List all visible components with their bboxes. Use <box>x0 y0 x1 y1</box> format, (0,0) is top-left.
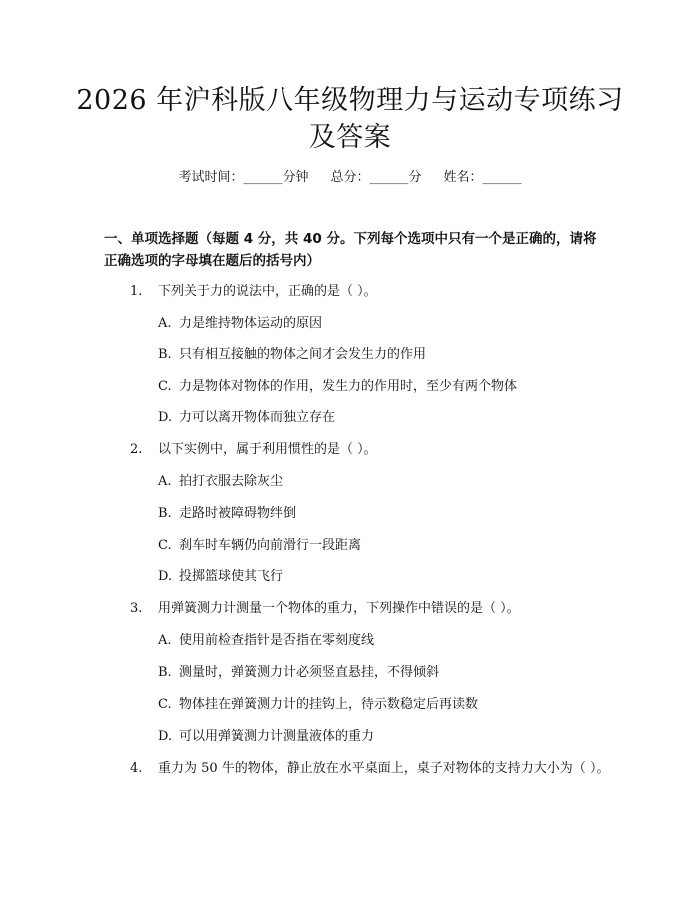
document-title <box>70 82 630 156</box>
question-number: 3. <box>130 601 143 616</box>
option-text: 可以用弹簧测力计测量液体的重力 <box>179 729 375 744</box>
title-line-1: 2026 年沪科版八年级物理力与运动专项练习 <box>76 85 624 116</box>
question-text: 重力为 50 牛的物体，静止放在水平桌面上，桌子对物体的支持力大小为（ ）。 <box>158 761 610 776</box>
option-text: 使用前检查指针是否指在零刻度线 <box>179 633 375 648</box>
option-letter: B. <box>158 665 172 680</box>
option-1a <box>158 314 618 334</box>
option-text: 力可以离开物体而独立存在 <box>179 410 336 425</box>
option-letter: A. <box>158 474 172 489</box>
question-number: 1. <box>130 284 143 299</box>
question-number: 4. <box>130 761 143 776</box>
option-letter: B. <box>158 347 172 362</box>
option-text: 投掷篮球使其飞行 <box>179 569 284 584</box>
option-letter: C. <box>158 697 172 712</box>
option-1b <box>158 345 618 365</box>
question-text: 下列关于力的说法中，正确的是（ ）。 <box>158 284 377 299</box>
option-1d <box>158 408 618 428</box>
option-text: 只有相互接触的物体之间才会发生力的作用 <box>179 347 427 362</box>
exam-time-field: 考试时间：______分钟 <box>178 170 309 185</box>
option-text: 物体挂在弹簧测力计的挂钩上，待示数稳定后再读数 <box>179 697 479 712</box>
option-3d <box>158 727 618 747</box>
section-heading-line-2: 正确选项的字母填在题后的括号内） <box>104 253 320 269</box>
option-2d <box>158 567 618 587</box>
total-score-field: 总分：______分 <box>330 170 422 185</box>
option-text: 测量时，弹簧测力计必须竖直悬挂，不得倾斜 <box>179 665 440 680</box>
option-text: 走路时被障碍物绊倒 <box>179 506 297 521</box>
option-text: 力是物体对物体的作用，发生力的作用时，至少有两个物体 <box>179 379 518 394</box>
question-2 <box>130 440 610 460</box>
option-3a <box>158 631 618 651</box>
question-text: 用弹簧测力计测量一个物体的重力，下列操作中错误的是（ ）。 <box>158 601 520 616</box>
title-line-2: 及答案 <box>308 122 392 153</box>
option-2a <box>158 472 618 492</box>
option-text: 拍打衣服去除灰尘 <box>179 474 284 489</box>
question-text: 以下实例中，属于利用惯性的是（ ）。 <box>158 442 377 457</box>
option-3c <box>158 695 618 715</box>
option-letter: D. <box>158 569 173 584</box>
question-1 <box>130 282 610 302</box>
option-letter: B. <box>158 506 172 521</box>
option-letter: D. <box>158 410 173 425</box>
section-heading-line-1: 一、单项选择题（每题 4 分，共 40 分。下列每个选项中只有一个是正确的，请将 <box>104 231 597 247</box>
question-number: 2. <box>130 442 143 457</box>
option-letter: A. <box>158 316 172 331</box>
option-letter: D. <box>158 729 173 744</box>
student-name-field: 姓名：______ <box>443 170 522 185</box>
option-3b <box>158 663 618 683</box>
exam-meta <box>0 168 700 188</box>
option-letter: C. <box>158 379 172 394</box>
option-2b <box>158 504 618 524</box>
option-letter: C. <box>158 538 172 553</box>
option-1c <box>158 377 618 397</box>
option-text: 刹车时车辆仍向前滑行一段距离 <box>179 538 362 553</box>
option-letter: A. <box>158 633 172 648</box>
question-4 <box>104 758 614 780</box>
option-2c <box>158 536 618 556</box>
section-heading-single-choice <box>104 228 604 272</box>
question-3 <box>130 599 610 619</box>
option-text: 力是维持物体运动的原因 <box>179 316 323 331</box>
